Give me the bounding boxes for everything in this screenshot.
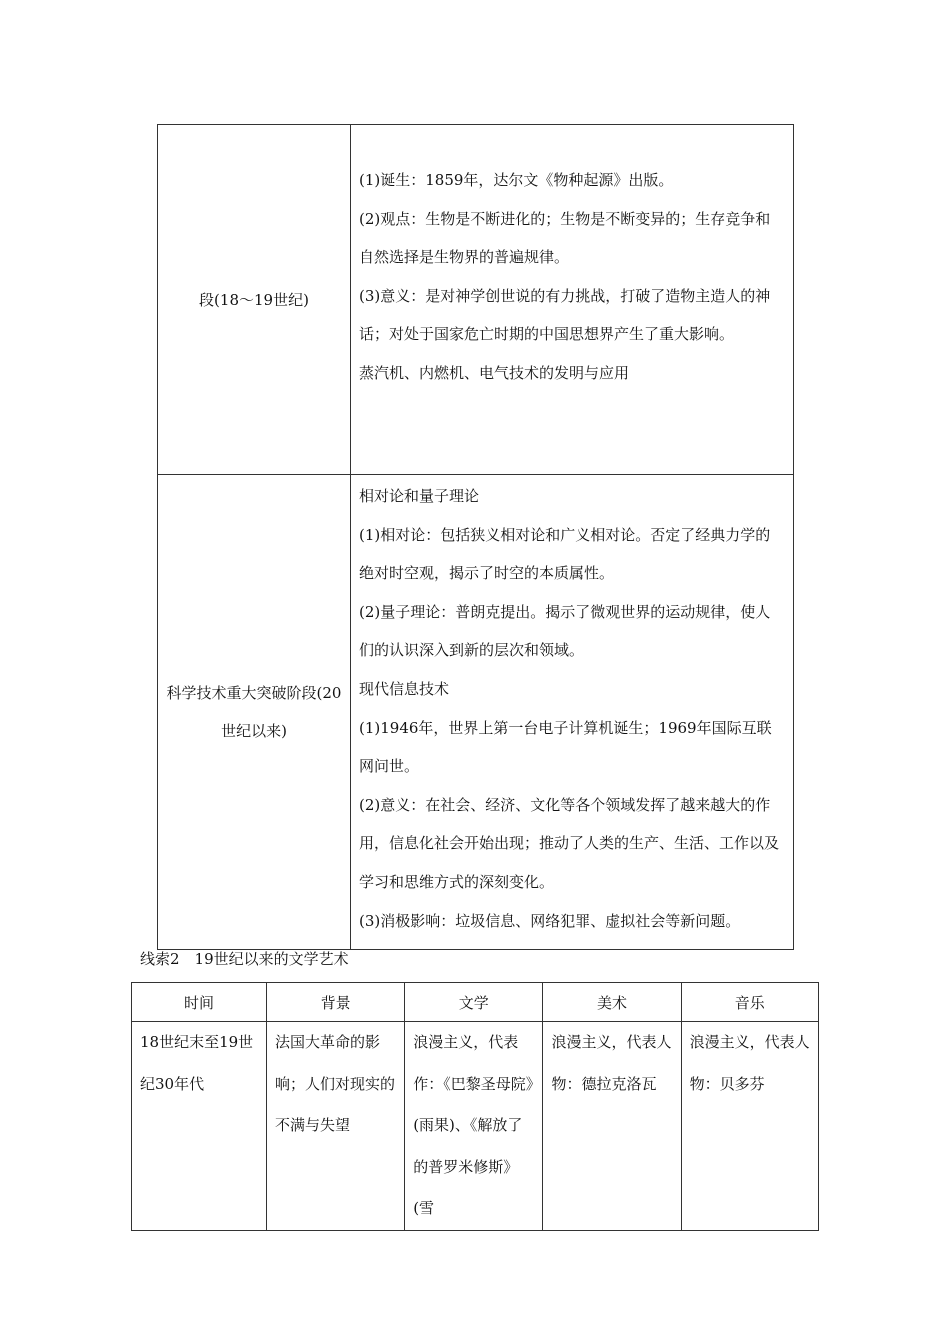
column-header-background: 背景: [267, 983, 405, 1022]
stage-label: 科学技术重大突破阶段(20世纪以来): [158, 475, 351, 950]
content-line: 蒸汽机、内燃机、电气技术的发明与应用: [359, 363, 630, 382]
section-heading: 线索2 19世纪以来的文学艺术: [140, 950, 349, 968]
column-header-music: 音乐: [681, 983, 818, 1022]
table-row: [158, 475, 794, 950]
cell-literature: 浪漫主义，代表作：《巴黎圣母院》(雨果)、《解放了的普罗米修斯》(雪: [405, 1022, 543, 1231]
table-row: [158, 125, 794, 475]
content-line: (1)诞生：1859年，达尔文《物种起源》出版。: [359, 171, 674, 189]
content-line: (2)量子理论：普朗克提出。揭示了微观世界的运动规律，使人们的认识深入到新的层次和领域。: [359, 602, 771, 660]
column-header-time: 时间: [132, 983, 267, 1022]
literature-art-table: [131, 982, 819, 1231]
content-line: 现代信息技术: [359, 679, 450, 698]
cell-music: 浪漫主义，代表人物：贝多芬: [681, 1022, 818, 1231]
content-line: (3)消极影响：垃圾信息、网络犯罪、虚拟社会等新问题。: [359, 911, 741, 930]
cell-fine-art: 浪漫主义，代表人物：德拉克洛瓦: [543, 1022, 681, 1231]
column-header-fine-art: 美术: [543, 983, 681, 1022]
content-line: (1)1946年，世界上第一台电子计算机诞生；1969年国际互联网问世。: [359, 718, 772, 776]
content-line: (2)观点：生物是不断进化的；生物是不断变异的；生存竞争和自然选择是生物界的普遍规律。: [359, 209, 771, 267]
content-line: 相对论和量子理论: [359, 487, 480, 505]
cell-background: 法国大革命的影响；人们对现实的不满与失望: [267, 1022, 405, 1231]
column-header-literature: 文学: [405, 983, 543, 1022]
science-tech-table: [157, 124, 794, 950]
stage-label: 段(18～19世纪): [158, 125, 351, 475]
content-line: (2)意义：在社会、经济、文化等各个领域发挥了越来越大的作用，信息化社会开始出现；推动了人类的生产、生活、工作以及学习和思维方式的深刻变化。: [359, 795, 780, 891]
stage-content: [351, 475, 794, 950]
content-line: (1)相对论：包括狭义相对论和广义相对论。否定了经典力学的绝对时空观，揭示了时空的本质属性。: [359, 525, 771, 583]
table-header-row: [132, 983, 819, 1022]
stage-content: [351, 125, 794, 475]
table-row: [132, 1022, 819, 1231]
cell-time: 18世纪末至19世纪30年代: [132, 1022, 267, 1231]
content-line: (3)意义：是对神学创世说的有力挑战，打破了造物主造人的神话；对处于国家危亡时期的中国思想界产生了重大影响。: [359, 286, 771, 344]
